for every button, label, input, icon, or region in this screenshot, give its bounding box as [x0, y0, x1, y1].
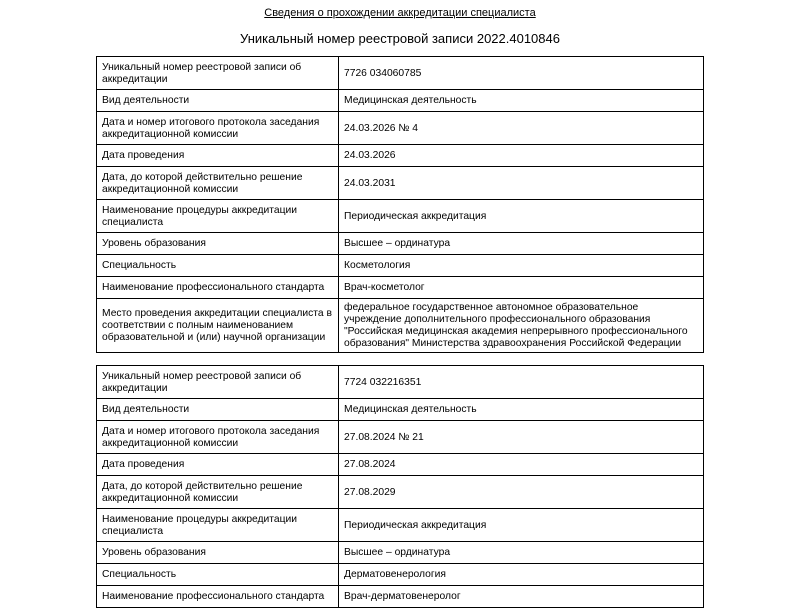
table-row [97, 509, 704, 542]
row-label: Специальность [97, 564, 339, 586]
table-row [97, 542, 704, 564]
row-value: Периодическая аккредитация [339, 200, 704, 233]
row-label: Наименование процедуры аккредитации специалиста [97, 200, 339, 233]
row-label: Дата, до которой действительно решение аккредитационной комиссии [97, 167, 339, 200]
table-row [97, 57, 704, 90]
registry-record-title: Уникальный номер реестровой записи 2022.4010846 [240, 31, 560, 46]
row-label: Дата, до которой действительно решение аккредитационной комиссии [97, 476, 339, 509]
row-value: 7726 034060785 [339, 57, 704, 90]
accreditation-table-2 [96, 365, 704, 608]
row-value: Медицинская деятельность [339, 399, 704, 421]
table-row [97, 200, 704, 233]
table-row [97, 112, 704, 145]
row-label: Дата и номер итогового протокола заседания аккредитационной комиссии [97, 421, 339, 454]
row-value: федеральное государственное автономное образовательное учреждение дополнительного профессионального образования "Российская медицинская академия непрерывного профессионального образования" Министерства здравоохранения Российской Федерации [339, 299, 704, 353]
table-row [97, 476, 704, 509]
row-value: 24.03.2031 [339, 167, 704, 200]
row-value: 27.08.2024 № 21 [339, 421, 704, 454]
row-value: 24.03.2026 [339, 145, 704, 167]
row-label: Дата проведения [97, 454, 339, 476]
row-label: Место проведения аккредитации специалиста в соответствии с полным наименованием образовательной и (или) научной организации [97, 299, 339, 353]
row-value: 27.08.2024 [339, 454, 704, 476]
row-label: Уровень образования [97, 233, 339, 255]
table-row [97, 421, 704, 454]
row-value: Медицинская деятельность [339, 90, 704, 112]
row-label: Дата и номер итогового протокола заседания аккредитационной комиссии [97, 112, 339, 145]
table-row [97, 90, 704, 112]
row-value: Дерматовенерология [339, 564, 704, 586]
row-label: Специальность [97, 255, 339, 277]
row-value: Косметология [339, 255, 704, 277]
document-heading: Сведения о прохождении аккредитации специалиста [264, 7, 536, 19]
row-label: Дата проведения [97, 145, 339, 167]
row-label: Вид деятельности [97, 399, 339, 421]
row-label: Уровень образования [97, 542, 339, 564]
row-value: Высшее – ординатура [339, 542, 704, 564]
row-value: Врач-дерматовенеролог [339, 586, 704, 608]
row-value: 27.08.2029 [339, 476, 704, 509]
table-row [97, 399, 704, 421]
table-row [97, 145, 704, 167]
row-label: Уникальный номер реестровой записи об аккредитации [97, 366, 339, 399]
table-row [97, 277, 704, 299]
table-row [97, 366, 704, 399]
row-label: Наименование профессионального стандарта [97, 586, 339, 608]
table-row [97, 564, 704, 586]
table-row [97, 299, 704, 353]
table-row [97, 167, 704, 200]
row-label: Наименование профессионального стандарта [97, 277, 339, 299]
row-value: 24.03.2026 № 4 [339, 112, 704, 145]
row-label: Уникальный номер реестровой записи об аккредитации [97, 57, 339, 90]
row-value: Высшее – ординатура [339, 233, 704, 255]
row-label: Наименование процедуры аккредитации специалиста [97, 509, 339, 542]
accreditation-table-1 [96, 56, 704, 353]
row-value: 7724 032216351 [339, 366, 704, 399]
row-value: Периодическая аккредитация [339, 509, 704, 542]
table-row [97, 454, 704, 476]
table-row [97, 586, 704, 608]
row-value: Врач-косметолог [339, 277, 704, 299]
table-row [97, 233, 704, 255]
table-row [97, 255, 704, 277]
row-label: Вид деятельности [97, 90, 339, 112]
